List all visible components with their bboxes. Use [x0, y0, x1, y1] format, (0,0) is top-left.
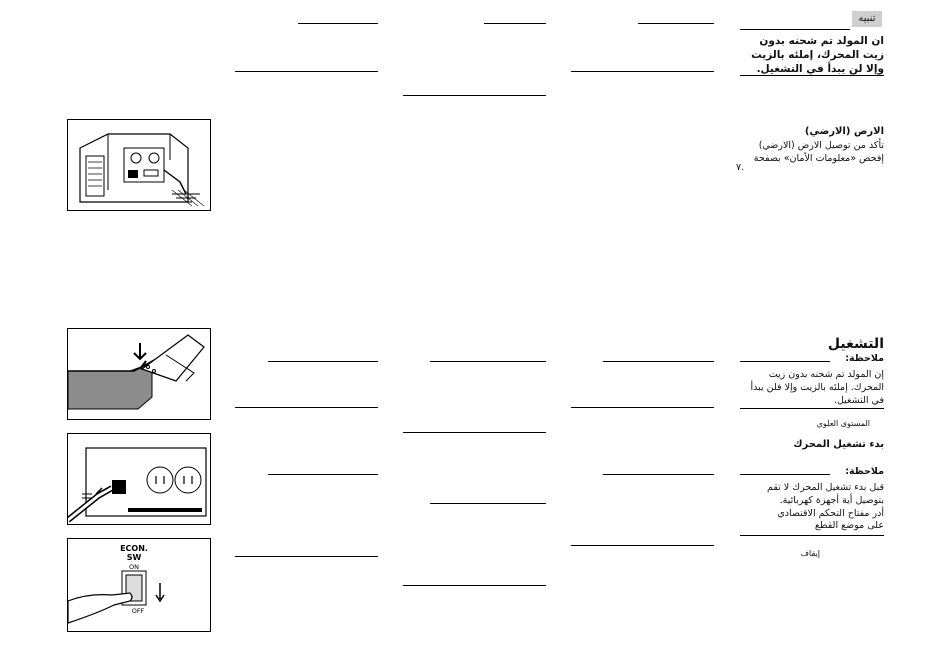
generator-ground-figure: [67, 119, 211, 211]
upper-level-label: المستوى العلوي: [816, 419, 870, 428]
on-label: ON: [129, 563, 139, 571]
oil-fill-figure: [67, 328, 211, 420]
note-line-3: أدر مفتاح التحكم الاقتصادي: [777, 508, 884, 519]
divider: [235, 556, 378, 557]
divider: [235, 71, 378, 72]
divider: [740, 535, 884, 536]
note-label: ملاحظة:: [845, 466, 884, 477]
divider: [403, 432, 546, 433]
warning-text: ان المولد تم شحنه بدون زيت المحرك، إملئه بالزيت وإلا لن يبدأ في التشغيل.: [751, 35, 884, 75]
divider: [638, 23, 714, 24]
note-label: ملاحظة:: [845, 353, 884, 364]
ground-line-1: تأكد من توصيل الارض (الارضي): [758, 140, 884, 151]
divider: [403, 585, 546, 586]
divider: [740, 75, 884, 76]
warning-tag: تنبيه: [852, 11, 882, 27]
divider: [268, 361, 378, 362]
divider: [430, 503, 546, 504]
section-title: التشغيل: [827, 336, 884, 352]
ground-title: الارض (الارضي): [804, 126, 884, 137]
divider: [603, 361, 714, 362]
ground-line-3: ٧.: [736, 162, 745, 173]
divider: [235, 407, 378, 408]
off-switch-label: OFF: [131, 607, 145, 615]
note-line-4: على موضع القطع: [814, 520, 884, 531]
sw-label: SW: [126, 553, 142, 562]
divider: [740, 361, 830, 362]
outlet-panel-figure: [67, 433, 211, 525]
divider: [403, 95, 546, 96]
note-line-1: قبل بدء تشغيل المحرك لا تقم: [767, 482, 884, 493]
ground-line-2: إفحص «معلومات الأمان» بصفحة: [753, 153, 884, 164]
divider: [571, 545, 714, 546]
divider: [740, 408, 884, 409]
divider: [740, 474, 830, 475]
econ-label: ECON.: [120, 544, 148, 553]
divider: [430, 361, 546, 362]
note-line-2: بتوصيل أية أجهزة كهربائية.: [779, 495, 884, 506]
divider: [298, 23, 378, 24]
divider: [571, 71, 714, 72]
divider: [268, 474, 378, 475]
divider: [571, 407, 714, 408]
econ-switch-figure: [67, 538, 211, 632]
divider: [484, 23, 546, 24]
divider: [740, 29, 850, 30]
divider: [603, 474, 714, 475]
note-text: إن المولد تم شحنه بدون زيت المحرك. إملئه بالزيت وإلا فلن يبدأ في التشغيل.: [750, 369, 884, 406]
off-label: إيقاف: [800, 549, 820, 558]
start-engine-heading: بدء تشغيل المحرك: [793, 439, 884, 450]
